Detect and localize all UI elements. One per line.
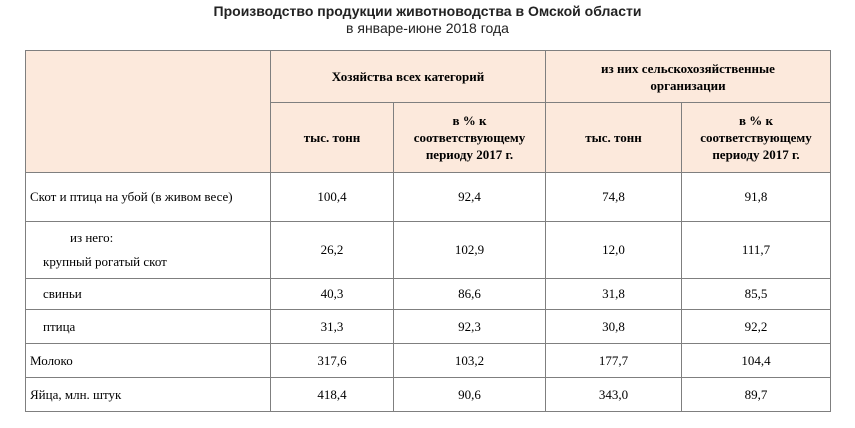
table-row (26, 344, 831, 378)
cell-all-percent: 90,6 (394, 378, 546, 412)
header-org-tons: тыс. тонн (546, 103, 682, 173)
cell-org-percent: 85,5 (682, 279, 831, 310)
cell-all-tons: 317,6 (271, 344, 394, 378)
table-row (26, 222, 831, 279)
header-group-all-categories: Хозяйства всех категорий (271, 51, 546, 103)
table-row (26, 173, 831, 222)
cell-org-percent: 104,4 (682, 344, 831, 378)
header-group-agricultural-orgs: из них сельскохозяйственные организации (546, 51, 831, 103)
row-label-cattle: крупный рогатый скот (43, 254, 167, 269)
table-row (26, 378, 831, 412)
table-row (26, 310, 831, 344)
cell-org-tons: 31,8 (546, 279, 682, 310)
cell-org-tons: 343,0 (546, 378, 682, 412)
cell-org-tons: 30,8 (546, 310, 682, 344)
row-label-poultry: птица (26, 310, 271, 344)
cell-all-percent: 102,9 (394, 222, 546, 279)
cell-org-percent: 92,2 (682, 310, 831, 344)
row-label-of-which: из него: (70, 230, 114, 245)
cell-org-percent: 89,7 (682, 378, 831, 412)
cell-all-percent: 86,6 (394, 279, 546, 310)
cell-org-percent: 91,8 (682, 173, 831, 222)
header-all-tons: тыс. тонн (271, 103, 394, 173)
row-label-milk: Молоко (26, 344, 271, 378)
cell-all-percent: 103,2 (394, 344, 546, 378)
livestock-production-table (25, 50, 831, 412)
header-all-percent: в % к соответствующему периоду 2017 г. (394, 103, 546, 173)
cell-org-tons: 177,7 (546, 344, 682, 378)
cell-all-tons: 31,3 (271, 310, 394, 344)
page-title: Производство продукции животноводства в Омской области (213, 3, 642, 19)
row-label-cattle-cell (26, 222, 271, 279)
row-label-slaughter: Скот и птица на убой (в живом весе) (26, 173, 271, 222)
row-label-pigs: свиньи (26, 279, 271, 310)
cell-org-percent: 111,7 (682, 222, 831, 279)
cell-all-tons: 40,3 (271, 279, 394, 310)
cell-org-tons: 12,0 (546, 222, 682, 279)
cell-org-tons: 74,8 (546, 173, 682, 222)
table-row (26, 279, 831, 310)
header-org-percent: в % к соответствующему периоду 2017 г. (682, 103, 831, 173)
cell-all-percent: 92,4 (394, 173, 546, 222)
header-corner-cell (26, 51, 271, 173)
cell-all-tons: 100,4 (271, 173, 394, 222)
cell-all-tons: 418,4 (271, 378, 394, 412)
cell-all-tons: 26,2 (271, 222, 394, 279)
cell-all-percent: 92,3 (394, 310, 546, 344)
page-subtitle: в январе-июне 2018 года (346, 20, 509, 36)
row-label-eggs: Яйца, млн. штук (26, 378, 271, 412)
table-header-row-groups (26, 51, 831, 103)
